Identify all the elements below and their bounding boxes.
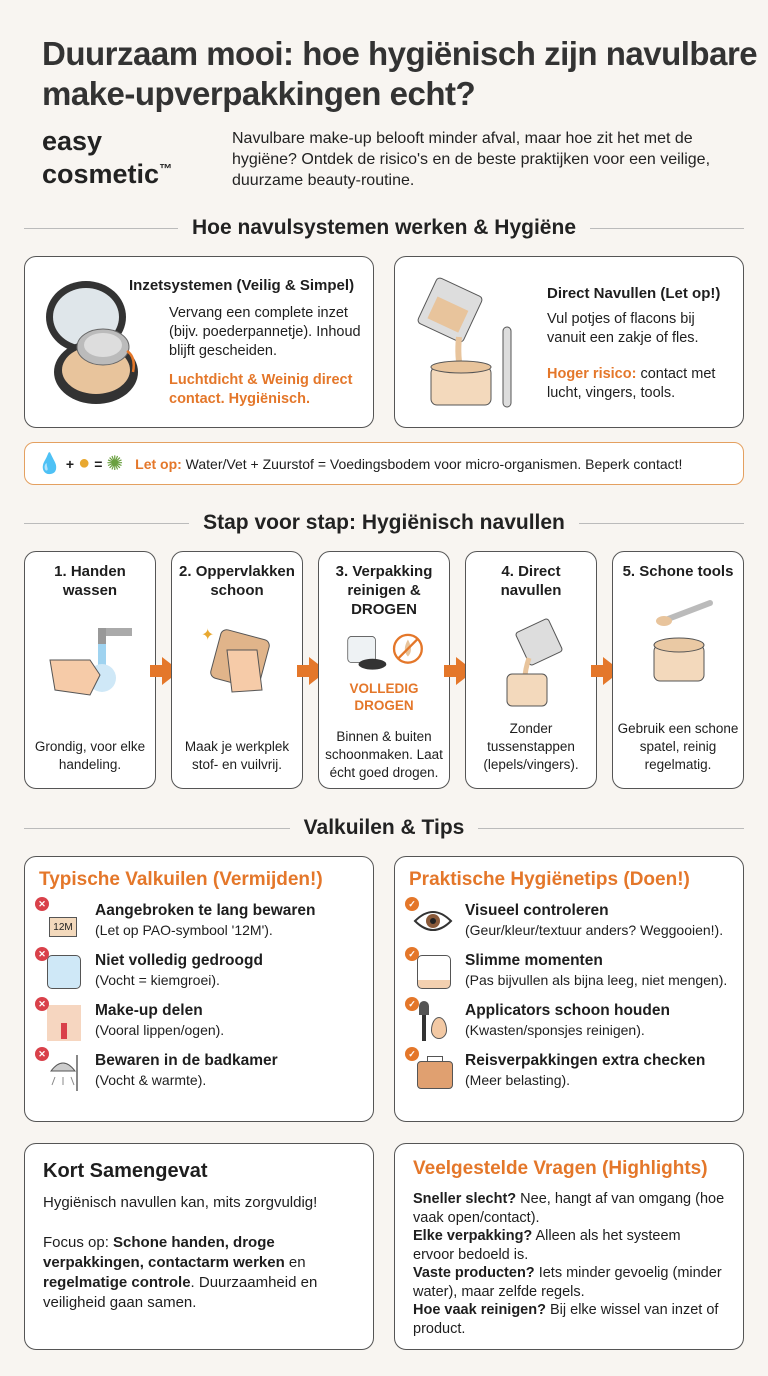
tips-title: Praktische Hygiënetips (Doen!) xyxy=(409,869,690,890)
tip-item xyxy=(409,901,729,941)
focus-bold-2: regelmatige controle xyxy=(43,1274,191,1291)
warning-text xyxy=(135,456,682,472)
step-card-5 xyxy=(612,551,744,789)
item-title: Bewaren in de badkamer xyxy=(95,1052,278,1069)
refill-pouch-jar-icon xyxy=(411,277,531,417)
card-pitfalls xyxy=(24,856,374,1122)
section-heading-systems xyxy=(24,216,744,240)
faq-question: Sneller slecht? xyxy=(413,1191,517,1207)
pitfalls-title: Typische Valkuilen (Vermijden!) xyxy=(39,869,323,890)
faq-answer: Nee, hangt af van omgang (hoe vaak open/contact). xyxy=(413,1191,725,1226)
tip-item xyxy=(409,1001,729,1041)
oil-drop-icon: ● xyxy=(78,452,91,474)
step-title: 4. Direct navullen xyxy=(500,563,562,599)
card-faq xyxy=(394,1143,744,1350)
section-heading-text: Stap voor stap: Hygiënisch navullen xyxy=(203,511,565,534)
step-desc: Binnen & buiten schoonmaken. Laat écht goed drogen. xyxy=(325,729,443,780)
pitfall-item xyxy=(39,901,359,941)
step-desc: Grondig, voor elke handeling. xyxy=(34,739,146,772)
item-desc: (Geur/kleur/textuur anders? Weggooien!). xyxy=(465,922,724,938)
eye-icon: ✓ xyxy=(409,901,457,941)
item-title: Applicators schoon houden xyxy=(465,1002,670,1019)
faq-question: Hoe vaak reinigen? xyxy=(413,1302,546,1318)
step-card-2 xyxy=(171,551,303,789)
faq-item xyxy=(413,1227,725,1264)
bacteria-icon: ✺ xyxy=(106,453,124,475)
pitfall-item xyxy=(39,1001,359,1041)
faq-item xyxy=(413,1190,725,1227)
step-title: 1. Handen wassen xyxy=(54,563,126,599)
item-desc: (Vocht = kiemgroei). xyxy=(95,972,220,988)
hand-washing-icon xyxy=(40,620,140,700)
shower-icon: ✕ xyxy=(39,1051,87,1091)
item-desc: (Vooral lippen/ogen). xyxy=(95,1022,225,1038)
pao-jar-icon: ✕ 12M xyxy=(39,901,87,941)
card-text: Vervang een complete inzet (bijv. poederpannetje). Inhoud blijft gescheiden. xyxy=(169,305,361,359)
plus-sign: + xyxy=(65,455,75,472)
summary-line: Hygiënisch navullen kan, mits zorgvuldig! xyxy=(43,1194,318,1211)
logo-line1: easy xyxy=(42,126,103,156)
summary-title: Kort Samengevat xyxy=(43,1160,208,1182)
logo-tm: ™ xyxy=(159,161,173,176)
step-desc: Maak je werkplek stof- en vuilvrij. xyxy=(184,739,290,772)
step-card-1 xyxy=(24,551,156,789)
pao-label: 12M xyxy=(49,917,77,937)
item-title: Visueel controleren xyxy=(465,902,609,919)
wet-jar-icon: ✕ xyxy=(39,951,87,991)
faq-question: Elke verpakking? xyxy=(413,1228,533,1244)
item-desc: (Pas bijvullen als bijna leeg, niet mengen). xyxy=(465,972,728,988)
intro-text: Navulbare make-up belooft minder afval, maar hoe zit het met de hygiëne? Ontdek de risico's en de beste praktijken voor een veilige, duurzame beauty-routine. xyxy=(232,130,711,189)
item-desc: (Vocht & warmte). xyxy=(95,1072,207,1088)
brand-logo xyxy=(42,128,172,188)
page-title: Duurzaam mooi: hoe hygiënisch zijn navulbare make-upverpakkingen echt? xyxy=(42,35,758,112)
focus-end: . Duurzaamheid en veiligheid gaan samen. xyxy=(43,1274,318,1311)
sharing-faces-icon: ✕ xyxy=(39,1001,87,1041)
section-heading-steps xyxy=(24,511,744,535)
focus-mid: en xyxy=(284,1254,306,1271)
card-tips xyxy=(394,856,744,1122)
brush-sponge-icon: ✓ xyxy=(409,1001,457,1041)
step-title: 2. Oppervlakken schoon xyxy=(179,563,295,599)
section-heading-text: Valkuilen & Tips xyxy=(303,816,465,839)
summary-focus xyxy=(43,1233,355,1313)
cloth-wipe-icon xyxy=(187,620,287,700)
svg-text:✦: ✦ xyxy=(201,627,215,644)
card-highlight: Luchtdicht & Weinig direct contact. Hygiënisch. xyxy=(169,372,353,407)
spatula-jar-icon xyxy=(628,595,728,685)
clean-dry-jar-icon xyxy=(329,621,439,675)
risk-text: contact met lucht, vingers, tools. xyxy=(547,366,716,401)
warning-message: Water/Vet + Zuurstof = Voedingsbodem voor micro-organismen. Beperk contact! xyxy=(181,455,683,472)
step-card-3 xyxy=(318,551,450,789)
faq-item xyxy=(413,1301,725,1338)
faq-title: Veelgestelde Vragen (Highlights) xyxy=(413,1158,708,1179)
card-highlight xyxy=(547,365,737,403)
suitcase-icon: ✓ xyxy=(409,1051,457,1091)
section-heading-text: Hoe navulsystemen werken & Hygiëne xyxy=(192,216,576,239)
card-title: Inzetsystemen (Veilig & Simpel) xyxy=(129,277,355,294)
card-insert-systems xyxy=(24,256,374,428)
step-title: 5. Schone tools xyxy=(622,563,734,580)
pitfall-item xyxy=(39,1051,359,1091)
tip-item xyxy=(409,951,729,991)
refill-jar-icon xyxy=(481,618,581,708)
card-text: Vul potjes of flacons bij vanuit een zakje of fles. xyxy=(547,311,699,346)
section-heading-pitfalls-tips xyxy=(24,816,744,840)
faq-answer: Iets minder gevoelig (minder water), maar zelfde regels. xyxy=(413,1265,722,1300)
faq-list xyxy=(413,1190,725,1338)
faq-question: Vaste producten? xyxy=(413,1265,535,1281)
card-summary xyxy=(24,1143,374,1350)
item-title: Make-up delen xyxy=(95,1002,203,1019)
equals-sign: = xyxy=(94,455,103,472)
focus-prefix: Focus op: xyxy=(43,1234,114,1251)
item-title: Slimme momenten xyxy=(465,952,603,969)
step-desc: Gebruik een schone spatel, reinig regelmatig. xyxy=(617,721,739,772)
item-title: Niet volledig gedroogd xyxy=(95,952,263,969)
risk-label: Hoger risico: xyxy=(547,366,637,382)
item-desc: (Meer belasting). xyxy=(465,1072,571,1088)
focus-bold-1: Schone handen, droge verpakkingen, contactarm werken xyxy=(43,1234,285,1271)
item-title: Reisverpakkingen extra checken xyxy=(465,1052,706,1069)
card-direct-refill xyxy=(394,256,744,428)
almost-empty-jar-icon: ✓ xyxy=(409,951,457,991)
pitfall-item xyxy=(39,951,359,991)
warning-label: Let op: xyxy=(135,455,182,472)
card-title: Direct Navullen (Let op!) xyxy=(547,285,721,302)
step-highlight: VOLLEDIG DROGEN xyxy=(349,681,419,713)
step-desc: Zonder tussenstappen (lepels/vingers). xyxy=(483,721,579,772)
logo-line2: cosmetic xyxy=(42,159,160,189)
faq-item xyxy=(413,1264,725,1301)
warning-bar xyxy=(24,442,744,485)
item-desc: (Kwasten/sponsjes reinigen). xyxy=(465,1022,645,1038)
faq-answer: Bij elke wissel van inzet of product. xyxy=(413,1302,719,1337)
step-card-4 xyxy=(465,551,597,789)
faq-answer: Alleen als het systeem ervoor bedoeld is. xyxy=(413,1228,681,1263)
tip-item xyxy=(409,1051,729,1091)
compact-powder-icon xyxy=(41,277,141,407)
item-desc: (Let op PAO-symbool '12M'). xyxy=(95,922,273,938)
water-drop-icon: 💧 xyxy=(37,453,62,475)
item-title: Aangebroken te lang bewaren xyxy=(95,902,316,919)
step-title: 3. Verpakking reinigen & DROGEN xyxy=(335,563,433,618)
